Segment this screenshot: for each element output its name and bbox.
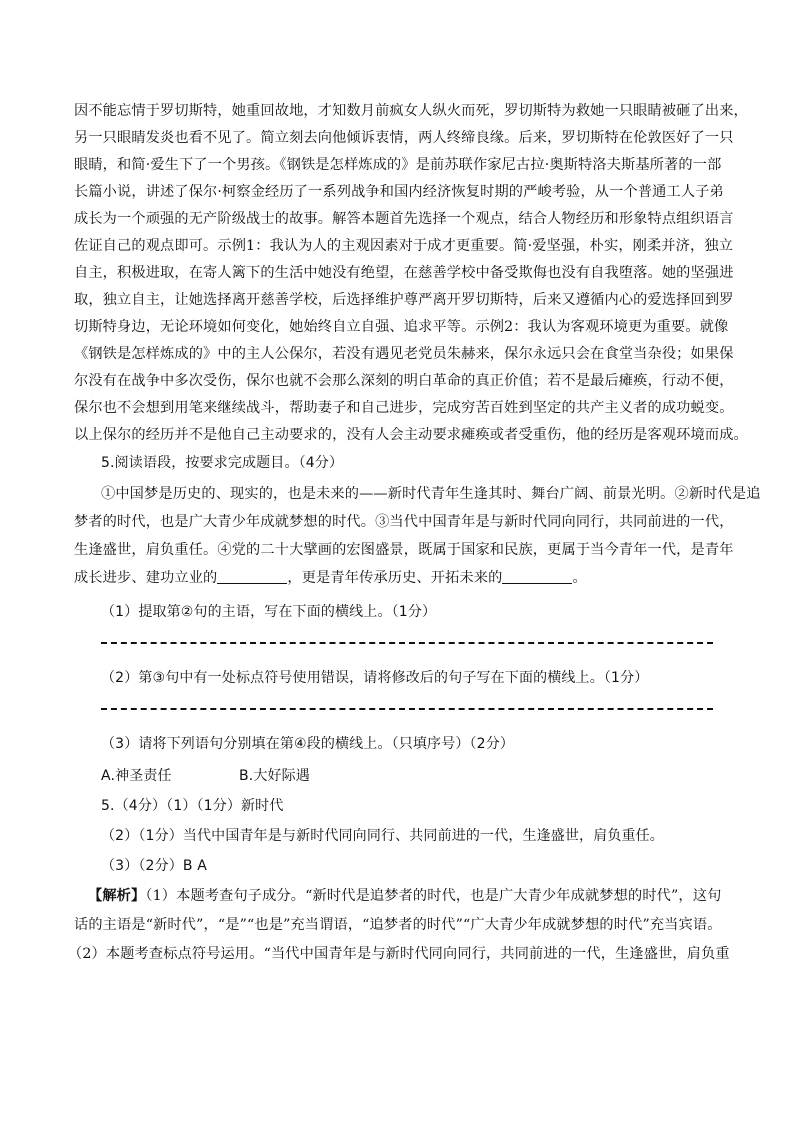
- fill-blank-1[interactable]: [217, 569, 287, 584]
- sub-question-1: （1）提取第②句的主语，写在下面的横线上。（1分）: [101, 604, 437, 620]
- passage-line: 佐证自己的观点即可。示例1：我认为人的主观因素对于成才更重要。简·爱坚强，朴实，刚柔并济，独立: [74, 238, 734, 254]
- options-row: [101, 766, 361, 786]
- passage-line: 尔没有在战争中多次受伤，保尔也就不会那么深刻的明白革命的真正价值；若不是最后瘫痪，行动不便，: [74, 373, 734, 389]
- passage-line: 自主，积极进取，在寄人篱下的生活中她没有绝望，在慈善学校中备受欺侮也没有自我堕落。她的坚强进: [74, 265, 734, 281]
- passage-line: 以上保尔的经历并不是他自己主动要求的，没有人会主动要求瘫痪或者受重伤，他的经历是客观环境而成。: [74, 427, 748, 443]
- answer-line: （2）（1分）当代中国青年是与新时代同向同行、共同前进的一代，生逢盛世，肩负重任。: [101, 828, 664, 844]
- option-b: B.大好际遇: [239, 768, 310, 784]
- passage-line: 长篇小说，讲述了保尔·柯察金经历了一系列战争和国内经济恢复时期的严峻考验，从一个普通工人子弟: [74, 184, 724, 200]
- paragraph-text: 。: [572, 570, 587, 586]
- question-title: 5.阅读语段，按要求完成题目。（4分）: [101, 455, 344, 471]
- analysis-tag: 【解析】: [88, 888, 146, 904]
- analysis-text: （1）本题考查句子成分。“新时代是追梦者的时代，也是广大青少年成就梦想的时代”，这句: [145, 888, 722, 904]
- passage-line: 成长为一个顽强的无产阶级战士的故事。解答本题首先选择一个观点，结合人物经历和形象特点组织语言: [74, 211, 734, 227]
- analysis-line: 话的主语是“新时代”，“是”“也是”充当谓语，“追梦者的时代”“广大青少年成就梦想的时代”充当宾语。: [74, 917, 722, 933]
- option-a: A.神圣责任: [101, 768, 172, 784]
- answer-line-1[interactable]: [101, 642, 713, 644]
- passage-line: 切斯特身边，无论环境如何变化，她始终自立自强、追求平等。示例2：我认为客观环境更为重要。就像: [74, 319, 729, 335]
- question-paragraph-line: ①中国梦是历史的、现实的，也是未来的——新时代青年生逢其时、舞台广阔、前景光明。②新时代是追: [101, 486, 761, 502]
- answer-line: （3）（2分）B A: [101, 858, 207, 874]
- passage-line: 另一只眼睛发炎也看不见了。简立刻去向他倾诉衷情，两人终缔良缘。后来，罗切斯特在伦敦医好了一只: [74, 130, 734, 146]
- question-paragraph-last-line: [74, 568, 587, 588]
- answer-line: 5.（4分）（1）（1分）新时代: [101, 798, 284, 814]
- passage-line: 《钢铁是怎样炼成的》中的主人公保尔，若没有遇见老党员朱赫来，保尔永远只会在食堂当杂役；如果保: [74, 346, 734, 362]
- question-paragraph-line: 生逢盛世，肩负重任。④党的二十大擘画的宏图盛景，既属于国家和民族，更属于当今青年一代，是青年: [74, 542, 734, 558]
- paragraph-text: ，更是青年传承历史、开拓未来的: [287, 570, 503, 586]
- sub-question-3: （3）请将下列语句分别填在第④段的横线上。（只填序号）（2分）: [101, 736, 515, 752]
- analysis-line: [88, 886, 721, 906]
- sub-question-2: （2）第③句中有一处标点符号使用错误，请将修改后的句子写在下面的横线上。（1分）: [101, 670, 649, 686]
- passage-line: 眼睛，和简·爱生下了一个男孩。《钢铁是怎样炼成的》是前苏联作家尼古拉·奥斯特洛夫斯基所著的一部: [74, 157, 722, 173]
- passage-line: 保尔也不会想到用笔来继续战斗，帮助妻子和自己进步，完成穷苦百姓到坚定的共产主义者的成功蜕变。: [74, 400, 734, 416]
- fill-blank-2[interactable]: [502, 569, 572, 584]
- paragraph-text: 成长进步、建功立业的: [74, 570, 218, 586]
- analysis-line: （2）本题考查标点符号运用。“当代中国青年是与新时代同向同行，共同前进的一代，生逢盛世，肩负重: [68, 946, 730, 962]
- passage-line: 因不能忘情于罗切斯特，她重回故地，才知数月前疯女人纵火而死，罗切斯特为救她一只眼睛被砸了出来，: [74, 103, 748, 119]
- answer-line-2[interactable]: [101, 708, 713, 710]
- passage-line: 取，独立自主，让她选择离开慈善学校，后选择维护尊严离开罗切斯特，后来又遵循内心的爱选择回到罗: [74, 292, 734, 308]
- question-paragraph-line: 梦者的时代，也是广大青少年成就梦想的时代。③当代中国青年是与新时代同向同行，共同前进的一代，: [74, 514, 734, 530]
